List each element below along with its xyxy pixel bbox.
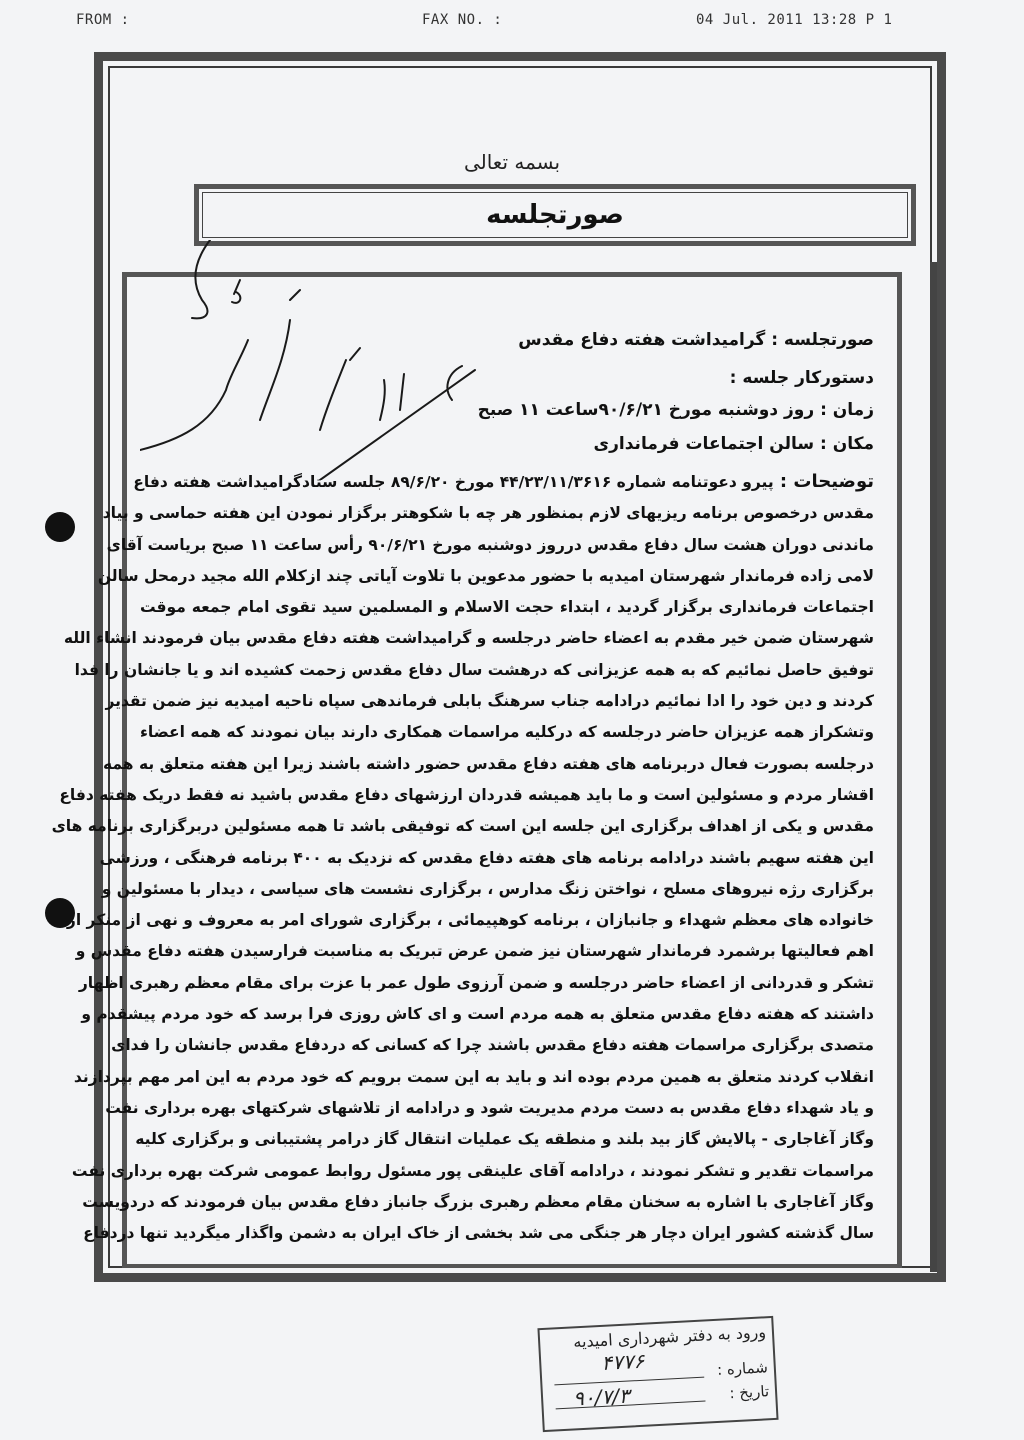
body-text-line bbox=[103, 749, 874, 780]
body-text-content: وتشکراز همه عزیزان حاضر درجلسه که درکلیه مراسمات همکاری دارند بیان نمودند که همه اعضاء bbox=[140, 723, 874, 742]
body-text-content: وگاز آغاجاری - پالایش گاز بید بلند و منطقه یک عملیات انتقال گاز درامر پشتیبانی و برگزاری کلیه bbox=[135, 1130, 874, 1149]
title-box bbox=[194, 184, 916, 246]
body-text-line bbox=[73, 1062, 874, 1093]
body-text-content: توفیق حاصل نمائیم که به همه عزیزانی که درهشت سال دفاع مقدس زحمت کشیده اند و یا جانشان را فدا bbox=[74, 660, 874, 679]
body-text-content: این هفته سهیم باشند درادامه برنامه های هفته دفاع مقدس که نزدیک به ۴۰۰ برنامه فرهنگی ، ورزشی bbox=[99, 848, 874, 867]
body-text-line bbox=[106, 530, 874, 561]
body-text-line bbox=[105, 1093, 874, 1124]
stamp-number-value: ۴۷۷۶ bbox=[600, 1348, 645, 1375]
body-text-content: سال گذشته کشور ایران دچار هر جنگی می شد بخشی از خاک ایران به دشمن واگذار میگردید تنها دردفاع bbox=[83, 1224, 874, 1243]
body-text-line bbox=[63, 623, 874, 654]
body-text-line bbox=[140, 717, 874, 748]
registry-stamp bbox=[537, 1316, 778, 1432]
body-text-content: شهرستان ضمن خیر مقدم به اعضاء حاضر درجلسه و گرامیداشت هفته دفاع مقدس بیان فرمودند انشاء الله bbox=[63, 629, 874, 648]
fax-header bbox=[0, 12, 1024, 32]
right-border-bar bbox=[930, 262, 937, 1272]
body-text-content: اجتماعات فرمانداری برگزار گردید ، ابتداء حجت الاسلام و المسلمین سید تقوی امام جمعه موقت bbox=[140, 598, 874, 617]
handwriting-stroke bbox=[260, 290, 300, 420]
body-text-content: پیرو دعوتنامه شماره ۴۴/۲۳/۱۱/۳۶۱۶ مورخ ۸۹/۶/۲۰ جلسه ستادگرامیداشت هفته دفاع bbox=[133, 473, 774, 491]
handwriting-stroke bbox=[320, 370, 475, 480]
body-text-line bbox=[78, 968, 874, 999]
stamp-number-label: شماره : bbox=[716, 1358, 769, 1379]
body-text-line bbox=[59, 780, 874, 811]
body-text-content: انقلاب کردند متعلق به همین مردم بوده اند و باید به این سمت برویم که خود مردم به این امر مهم بپردازند bbox=[73, 1067, 874, 1086]
body-text-content: وگاز آغاجاری با اشاره به سخنان مقام معظم رهبری بزرگ جانباز دفاع مقدس بیان فرمودند که دردویست bbox=[82, 1192, 874, 1211]
body-text-line bbox=[135, 1124, 874, 1155]
meeting-subject: صورتجلسه : گرامیداشت هفته دفاع مقدس bbox=[518, 330, 874, 350]
body-text-content: داشتند که هفته دفاع مقدس متعلق به همه مردم است و ای کاش روزی فرا برسد که خود مردم پیشقدم و bbox=[81, 1005, 874, 1024]
meeting-description bbox=[51, 466, 874, 1249]
body-text-line bbox=[74, 655, 874, 686]
body-text-content: مقدس درخصوص برنامه ریزیهای لازم بمنظور هر چه با شکوهتر برگزار نمودن این هفته حماسی و بیاد bbox=[102, 504, 874, 523]
body-text-line bbox=[105, 686, 874, 717]
body-text-content: لامی زاده فرماندار شهرستان امیدیه با حضور مدعوین با تلاوت آیاتی چند ازکلام الله مجید درمحل سالن bbox=[97, 566, 874, 585]
body-text-line bbox=[71, 1156, 874, 1187]
handwriting-stroke bbox=[447, 366, 462, 400]
meeting-place: مکان : سالن اجتماعات فرمانداری bbox=[593, 434, 874, 454]
body-text-content: ماندنی دوران هشت سال دفاع مقدس درروز دوشنبه مورخ ۹۰/۶/۲۱ رأس ساعت ۱۱ صبح بریاست آقای bbox=[106, 535, 874, 554]
hole-punch-icon bbox=[45, 512, 75, 542]
body-text-content: تشکر و قدردانی از اعضاء حاضر درجلسه و ضمن آرزوی طول عمر با عزت برای مقام معظم رهبری اظهار bbox=[78, 973, 874, 992]
body-text-content: اقشار مردم و مسئولین است و ما باید همیشه قدردان ارزشهای دفاع مقدس باشید نه فقط دریک هفته دفاع bbox=[59, 785, 874, 804]
body-text-line bbox=[97, 561, 874, 592]
body-text-content: کردند و دین خود را ادا نمائیم درادامه جناب سرهنگ بابلی فرماندهی سپاه ناحیه امیدیه نیز ضمن تقدیر bbox=[105, 692, 874, 711]
body-text-line bbox=[83, 1218, 874, 1249]
meeting-time: زمان : روز دوشنبه مورخ ۹۰/۶/۲۱ساعت ۱۱ صبح bbox=[477, 400, 874, 420]
stamp-date-value: ۹۰/۷/۳ bbox=[572, 1383, 631, 1411]
body-text-content: مقدس و یکی از اهداف برگزاری این جلسه این است که توفیقی باشد تا همه مسئولین دربرگزاری برنامه های bbox=[51, 817, 874, 836]
body-text-content: اهم فعالیتها برشمرد فرماندار شهرستان نیز ضمن عرض تبریک به مناسبت فرارسیدن هفته دفاع مقدس و bbox=[75, 942, 874, 961]
body-text-line bbox=[99, 843, 874, 874]
meeting-agenda: دستورکار جلسه : bbox=[729, 368, 874, 388]
body-text-content: مراسمات تقدیر و تشکر نمودند ، درادامه آقای علینقی پور مسئول روابط عمومی شرکت بهره برداری نفت bbox=[71, 1161, 874, 1180]
body-text-line bbox=[101, 874, 874, 905]
stamp-title: ورود به دفتر شهرداری امیدیه bbox=[572, 1322, 767, 1352]
handwriting-stroke bbox=[192, 240, 210, 318]
handwriting-stroke bbox=[380, 374, 404, 420]
handwriting-stroke bbox=[320, 348, 360, 430]
fax-from-label: FROM : bbox=[76, 12, 130, 28]
bismillah-heading: بسمه تعالی bbox=[463, 150, 561, 174]
body-text-content: متصدی برگزاری مراسمات هفته دفاع مقدس باشند چرا که کسانی که دردفاع مقدس جانشان را فدای bbox=[111, 1036, 874, 1055]
handwriting-stroke bbox=[232, 280, 240, 303]
title-box-inner bbox=[202, 192, 908, 238]
body-text-line bbox=[82, 1187, 874, 1218]
body-text-content: درجلسه بصورت فعال دربرنامه های هفته دفاع مقدس حضور داشته باشند زیرا این هفته متعلق به همه bbox=[103, 754, 874, 773]
body-text-line bbox=[66, 905, 874, 936]
stamp-date-label: تاریخ : bbox=[728, 1382, 770, 1403]
body-text-line bbox=[140, 592, 874, 623]
body-text-line bbox=[81, 999, 874, 1030]
document-title: صورتجلسه bbox=[486, 200, 624, 230]
handwriting-stroke bbox=[140, 340, 248, 450]
body-text-line bbox=[51, 811, 874, 842]
fax-datetime-page: 04 Jul. 2011 13:28 P 1 bbox=[696, 12, 893, 28]
handwritten-note-icon bbox=[140, 240, 500, 480]
body-text-content: برگزاری رژه نیروهای مسلح ، نواختن زنگ مدارس ، برگزاری نشست های سیاسی ، دیدار با مسئولین و bbox=[101, 879, 874, 898]
stamp-line bbox=[554, 1377, 704, 1386]
fax-number-label: FAX NO. : bbox=[422, 12, 503, 28]
body-text-content: و یاد شهداء دفاع مقدس به دست مردم مدیریت شود و درادامه از تلاشهای شرکتهای بهره برداری نفت bbox=[105, 1098, 874, 1117]
description-label: توضیحات : bbox=[773, 471, 874, 492]
body-text-content: خانواده های معظم شهداء و جانبازان ، برنامه کوهپیمائی ، برگزاری شورای امر به معروف و نهی از منکر از bbox=[66, 911, 874, 930]
body-text-line bbox=[75, 936, 874, 967]
body-text-line bbox=[102, 498, 874, 529]
body-text-line bbox=[111, 1030, 874, 1061]
